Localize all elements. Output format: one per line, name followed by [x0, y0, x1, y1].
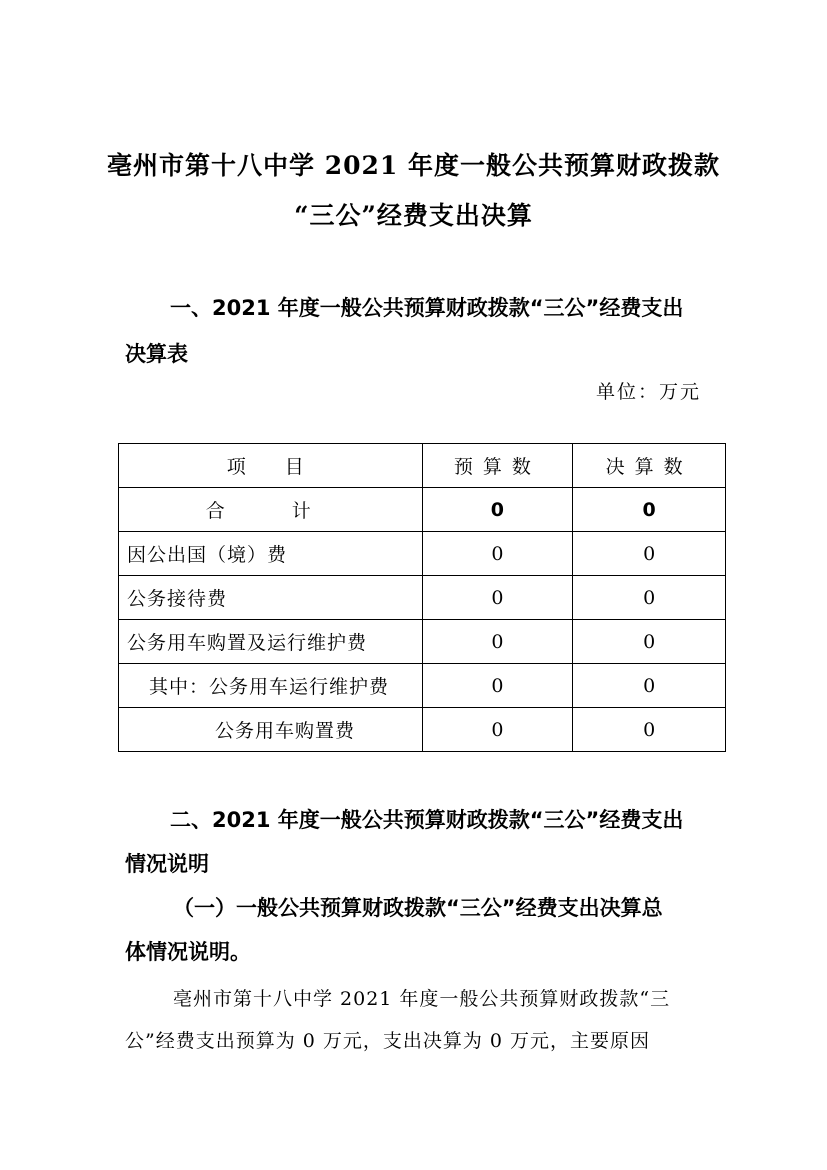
row-actual: 0 [573, 708, 726, 752]
section1-heading-line1: 一、2021 年度一般公共预算财政拨款“三公”经费支出 [170, 296, 684, 320]
section2-heading-line2: 情况说明 [125, 852, 209, 876]
row-budget: 0 [422, 664, 573, 708]
row-item: 公务接待费 [119, 576, 423, 620]
row-actual: 0 [573, 664, 726, 708]
document-title-line1: 亳州市第十八中学 2021 年度一般公共预算财政拨款 [107, 151, 720, 180]
table-row [119, 620, 726, 664]
table-row-total [119, 488, 726, 532]
row-budget: 0 [422, 488, 573, 532]
row-budget: 0 [422, 620, 573, 664]
header-actual: 决算数 [573, 444, 726, 488]
row-actual: 0 [573, 488, 726, 532]
body-paragraph-line2: 公”经费支出预算为 0 万元，支出决算为 0 万元，主要原因 [125, 1030, 651, 1052]
table-header-row [119, 444, 726, 488]
table-row [119, 708, 726, 752]
row-actual: 0 [573, 576, 726, 620]
expense-table [118, 443, 726, 752]
row-item: 其中：公务用车运行维护费 [119, 664, 423, 708]
row-budget: 0 [422, 532, 573, 576]
table-row [119, 664, 726, 708]
section2-heading-line1: 二、2021 年度一般公共预算财政拨款“三公”经费支出 [170, 808, 684, 832]
header-budget: 预算数 [422, 444, 573, 488]
row-actual: 0 [573, 532, 726, 576]
section2-sub1-line1: （一）一般公共预算财政拨款“三公”经费支出决算总 [173, 896, 663, 920]
row-item: 因公出国（境）费 [119, 532, 423, 576]
table-row [119, 576, 726, 620]
unit-label: 单位：万元 [595, 381, 701, 403]
row-item: 合 计 [119, 488, 423, 532]
row-budget: 0 [422, 708, 573, 752]
section2-sub1-line2: 体情况说明。 [125, 940, 251, 964]
header-item: 项 目 [119, 444, 423, 488]
row-actual: 0 [573, 620, 726, 664]
section1-heading-line2: 决算表 [125, 342, 188, 366]
row-budget: 0 [422, 576, 573, 620]
row-item: 公务用车购置及运行维护费 [119, 620, 423, 664]
body-paragraph-line1: 亳州市第十八中学 2021 年度一般公共预算财政拨款“三 [173, 988, 671, 1010]
row-item: 公务用车购置费 [119, 708, 423, 752]
document-title-line2: “三公”经费支出决算 [294, 201, 533, 230]
table-row [119, 532, 726, 576]
